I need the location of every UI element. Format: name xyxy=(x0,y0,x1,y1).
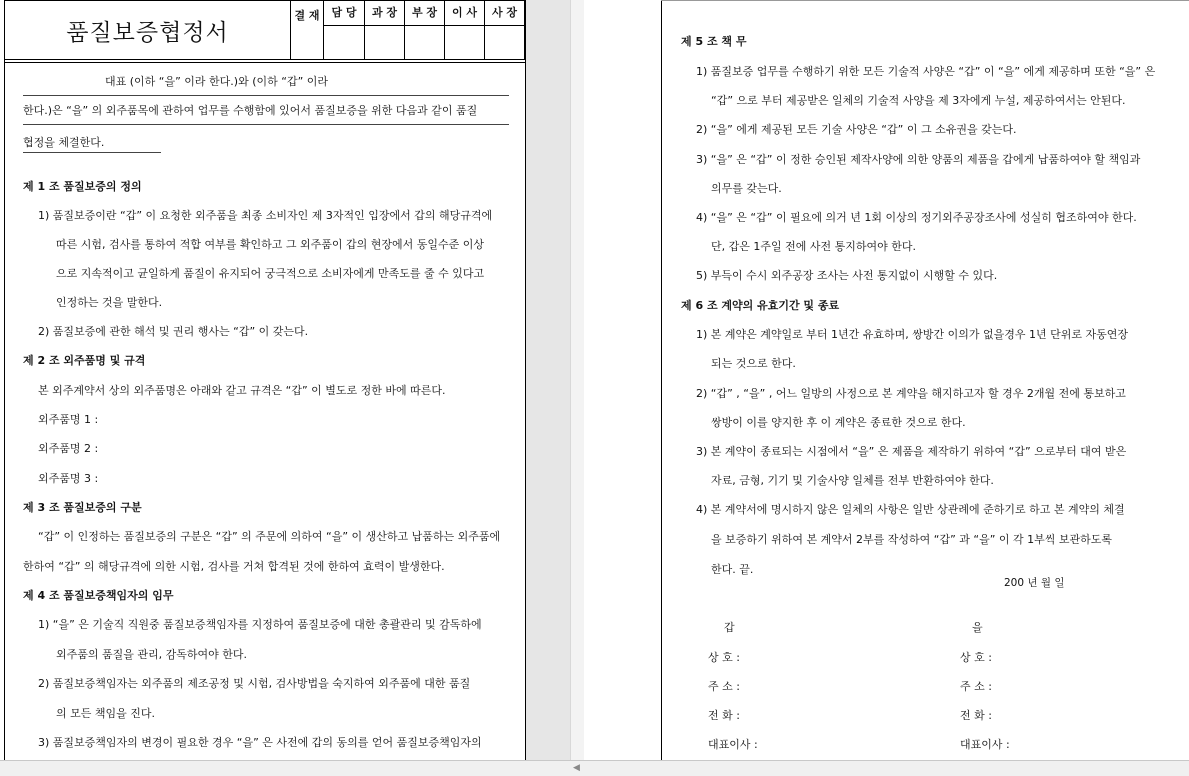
article-line: 외주품명 3 : xyxy=(38,472,99,485)
approval-label: 결 재 xyxy=(291,0,324,60)
article-line: 1) 품질보증 업무를 수행하기 위한 모든 기술적 사양은 “갑” 이 “을” 에게 제공하며 또한 “을” 은 xyxy=(696,65,1156,78)
article-line: 쌍방이 이를 양지한 후 이 계약은 종료한 것으로 한다. xyxy=(711,416,966,429)
page-top-edge xyxy=(661,0,1189,1)
document-page-left xyxy=(4,0,526,760)
article-line: 의무를 갖는다. xyxy=(711,182,782,195)
approval-cell-president xyxy=(485,0,525,60)
article-line: 3) 품질보증책임자의 변경이 필요한 경우 “을” 은 사전에 갑의 동의를 얻어 품질보증책임자의 xyxy=(38,736,482,749)
article-line: 1) “을” 은 기술직 직원중 품질보증책임자를 지정하여 품질보증에 대한 총괄관리 및 감독하에 xyxy=(38,618,482,631)
article-line: 외주품명 1 : xyxy=(38,413,99,426)
contract-date: 200 년 월 일 xyxy=(1004,577,1065,589)
approval-cell-staff xyxy=(324,0,365,60)
party-a-phone-field: 전 화 : xyxy=(708,709,740,722)
horizontal-scrollbar[interactable] xyxy=(0,760,1189,776)
intro-line: 대표 (이하 “을” 이라 한다.)와 (이하 “갑” 이라 xyxy=(105,75,329,88)
article-line: 자료, 금형, 기기 및 기술사양 일체를 전부 반환하여야 한다. xyxy=(711,474,994,487)
article-line: 으로 지속적이고 균일하게 품질이 유지되어 궁극적으로 소비자에게 만족도를 줄 수 있다고 xyxy=(56,267,485,280)
party-a-ceo-field: 대표이사 : xyxy=(708,738,758,751)
article-line: 2) 품질보증에 관한 해석 및 권리 행사는 “갑” 이 갖는다. xyxy=(38,325,309,338)
article-line: 한하여 “갑” 의 해당규격에 의한 시험, 검사를 거쳐 합격된 것에 한하여 효력이 발생한다. xyxy=(23,560,445,573)
approval-header: 담 당 xyxy=(324,1,364,26)
approval-cell-manager xyxy=(365,0,405,60)
article-line: “갑” 이 인정하는 품질보증의 구분은 “갑” 의 주문에 의하여 “을” 이 생산하고 납품하는 외주품에 xyxy=(38,530,501,543)
party-b-phone-field: 전 화 : xyxy=(960,709,992,722)
fill-line xyxy=(23,152,161,153)
article-line: “갑” 으로 부터 제공받은 일체의 기술적 사양을 제 3자에게 누설, 제공하여서는 안된다. xyxy=(711,94,1126,107)
article-line: 의 모든 책임을 진다. xyxy=(56,707,155,720)
approval-header: 이 사 xyxy=(445,1,484,26)
fill-line xyxy=(23,124,509,125)
article-line: 1) 본 계약은 계약일로 부터 1년간 유효하며, 쌍방간 이의가 없을경우 1년 단위로 자동연장 xyxy=(696,328,1129,341)
party-b-company-field: 상 호 : xyxy=(960,651,992,664)
article-heading: 제 4 조 품질보증책임자의 임무 xyxy=(23,589,174,602)
article-line: 5) 부득이 수시 외주공장 조사는 사전 통지없이 시행할 수 있다. xyxy=(696,269,998,282)
article-line: 한다. 끝. xyxy=(711,563,754,576)
article-line: 을 보증하기 위하여 본 계약서 2부를 작성하여 “갑” 과 “을” 이 각 1부씩 보관하도록 xyxy=(711,533,1113,546)
page-border xyxy=(661,0,662,760)
intro-line: 한다.)은 “을” 의 외주품목에 관하여 업무를 수행함에 있어서 품질보증을 위한 다음과 같이 품질 xyxy=(23,104,478,117)
document-title: 품질보증협정서 xyxy=(5,0,291,60)
article-line: 외주품의 품질을 관리, 감독하여야 한다. xyxy=(56,648,247,661)
approval-cell-director xyxy=(445,0,485,60)
article-line: 따른 시험, 검사를 통하여 적합 여부를 확인하고 그 외주품이 갑의 현장에서 동일수준 이상 xyxy=(56,238,484,251)
divider xyxy=(5,62,525,63)
party-b-address-field: 주 소 : xyxy=(960,680,992,693)
article-heading: 제 3 조 품질보증의 구분 xyxy=(23,501,142,514)
approval-cell-dept-head xyxy=(405,0,445,60)
article-line: 외주품명 2 : xyxy=(38,442,99,455)
article-heading: 제 6 조 계약의 유효기간 및 종료 xyxy=(681,299,840,312)
article-line: 3) “을” 은 “갑” 이 정한 승인된 제작사양에 의한 양품의 제품을 갑에게 납품하여야 할 책임과 xyxy=(696,153,1141,166)
article-heading: 제 5 조 책 무 xyxy=(681,35,747,48)
approval-header: 부 장 xyxy=(405,1,444,26)
party-a-company-field: 상 호 : xyxy=(708,651,740,664)
article-line: 3) 본 계약이 종료되는 시점에서 “을” 은 제품을 제작하기 위하여 “갑” 으로부터 대여 받은 xyxy=(696,445,1127,458)
intro-line: 협정을 체결한다. xyxy=(23,136,105,149)
approval-header: 사 장 xyxy=(485,1,524,26)
party-b-label: 을 xyxy=(972,621,983,634)
article-line: 4) 본 계약서에 명시하지 않은 일체의 사항은 일반 상관례에 준하기로 하고 본 계약의 체결 xyxy=(696,503,1125,516)
article-line: 2) “갑” , “을” , 어느 일방의 사정으로 본 계약을 해지하고자 할 경우 2개월 전에 통보하고 xyxy=(696,387,1126,400)
article-line: 2) 품질보증책임자는 외주품의 제조공정 및 시험, 검사방법을 숙지하여 외주품에 대한 품질 xyxy=(38,677,471,690)
party-a-label: 갑 xyxy=(724,621,735,634)
document-page-right xyxy=(584,0,1189,760)
article-line: 되는 것으로 한다. xyxy=(711,357,796,370)
article-heading: 제 2 조 외주품명 및 규격 xyxy=(23,354,146,367)
party-b-ceo-field: 대표이사 : xyxy=(960,738,1010,751)
article-heading: 제 1 조 품질보증의 정의 xyxy=(23,180,142,193)
approval-header: 과 장 xyxy=(365,1,404,26)
party-a-address-field: 주 소 : xyxy=(708,680,740,693)
article-line: 4) “을” 은 “갑” 이 필요에 의거 년 1회 이상의 정기외주공장조사에 성실히 협조하여야 한다. xyxy=(696,211,1137,224)
article-line: 2) “을” 에게 제공된 모든 기술 사양은 “갑” 이 그 소유권을 갖는다. xyxy=(696,123,1017,136)
scroll-left-arrow-icon[interactable]: ◀ xyxy=(573,763,580,773)
article-line: 1) 품질보증이란 “갑” 이 요청한 외주품을 최종 소비자인 제 3자적인 입장에서 갑의 해당규격에 xyxy=(38,209,493,222)
fill-line xyxy=(23,95,509,96)
article-line: 단, 갑은 1주일 전에 사전 통지하여야 한다. xyxy=(711,240,916,253)
article-line: 본 외주계약서 상의 외주품명은 아래와 같고 규격은 “갑” 이 별도로 정한 바에 따른다. xyxy=(38,384,446,397)
article-line: 인정하는 것을 말한다. xyxy=(56,296,163,309)
